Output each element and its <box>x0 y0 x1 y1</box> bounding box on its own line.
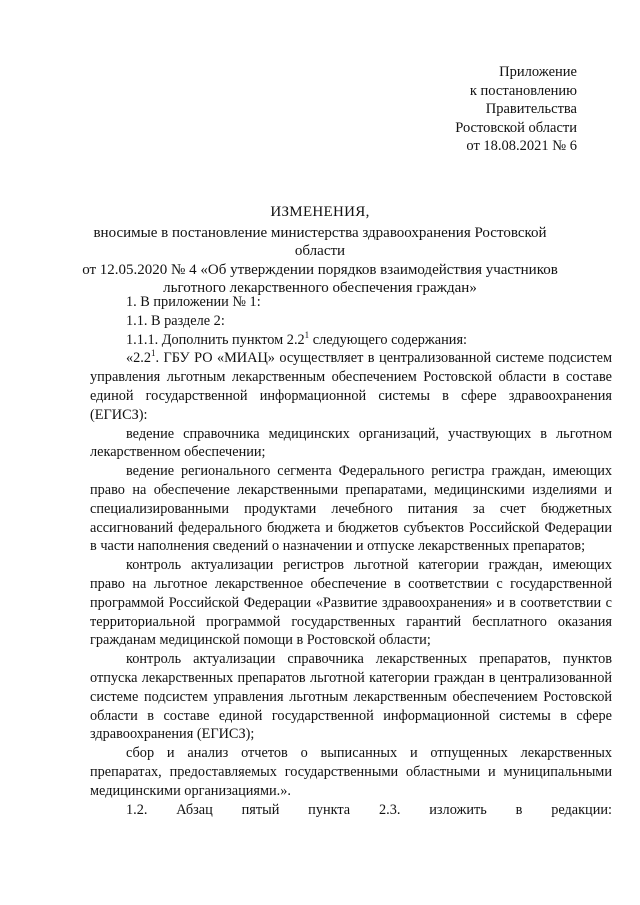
appendix-line-1: Приложение <box>499 64 577 80</box>
appendix-line-2: к постановлению <box>469 82 577 99</box>
paragraph-1: 1. В приложении № 1: <box>126 294 261 310</box>
paragraph-3 <box>90 331 612 350</box>
paragraph-9: сбор и анализ отчетов о выписанных и отпущенных лекарственных препаратах, предоставляемых государственными областными и муниципальными медицинскими организациями.». <box>90 745 612 799</box>
paragraph-4-text: «2.2 <box>126 350 152 367</box>
paragraph-4 <box>90 349 612 424</box>
paragraph-7: контроль актуализации регистров льготной категории граждан, имеющих право на льготное лекарственное обеспечение в соответствии с государственной программой Российской Федерации «Развитие здравоохранения» и в соответствии с территориальной программой государственных гарантий бесплатного оказания гражданам медицинской помощи в Ростовской области; <box>90 557 612 649</box>
paragraph-5: ведение справочника медицинских организаций, участвующих в льготном лекарственном обеспечении; <box>90 425 612 461</box>
appendix-line-5: от 18.08.2021 № 6 <box>466 138 577 155</box>
paragraph-6: ведение регионального сегмента Федерального регистра граждан, имеющих право на обеспечение лекарственными препаратами, медицинскими изделиями и специализированными продуктами лечебного питания за счет бюджетных ассигнований федерального бюджета и бюджетов субъектов Российской Федерации в части наполнения сведений о назначении и отпуске лекарственных препаратов; <box>90 463 612 555</box>
title-heading: ИЗМЕНЕНИЯ, <box>270 204 370 220</box>
title-line-1: вносимые в постановление министерства здравоохранения Ростовской области <box>93 224 547 260</box>
appendix-line-4: Ростовской области <box>455 119 577 136</box>
title-line-2: от 12.05.2020 № 4 «Об утверждении порядков взаимодействия участников <box>82 261 558 278</box>
paragraph-3-tail: следующего содержания: <box>309 331 467 348</box>
title-line-3: льготного лекарственного обеспечения граждан» <box>163 280 477 297</box>
document-body <box>90 293 612 819</box>
superscript: 1 <box>304 329 310 340</box>
appendix-block <box>377 63 577 156</box>
paragraph-3-text: 1.1.1. Дополнить пунктом 2.2 <box>126 331 305 348</box>
paragraph-10: 1.2. Абзац пятый пункта 2.3. изложить в редакции: <box>126 801 612 818</box>
paragraph-2: 1.1. В разделе 2: <box>126 312 225 329</box>
paragraph-8: контроль актуализации справочника лекарственных препаратов, пунктов отпуска лекарственных препаратов льготной категории граждан в централизованной системе подсистем управления льготным лекарственным обеспечением Ростовской области в составе единой государственной информационной системы в сфере здравоохранения (ЕГИСЗ); <box>90 651 612 743</box>
document-title <box>80 203 560 298</box>
paragraph-4-tail: . ГБУ РО «МИАЦ» осуществляет в централизованной системе подсистем управления льготным лекарственным обеспечением Ростовской области в составе единой государственной информационной системы в сфере здравоохранения (ЕГИСЗ): <box>90 350 612 423</box>
superscript: 1 <box>151 348 156 359</box>
appendix-line-3: Правительства <box>485 101 577 118</box>
